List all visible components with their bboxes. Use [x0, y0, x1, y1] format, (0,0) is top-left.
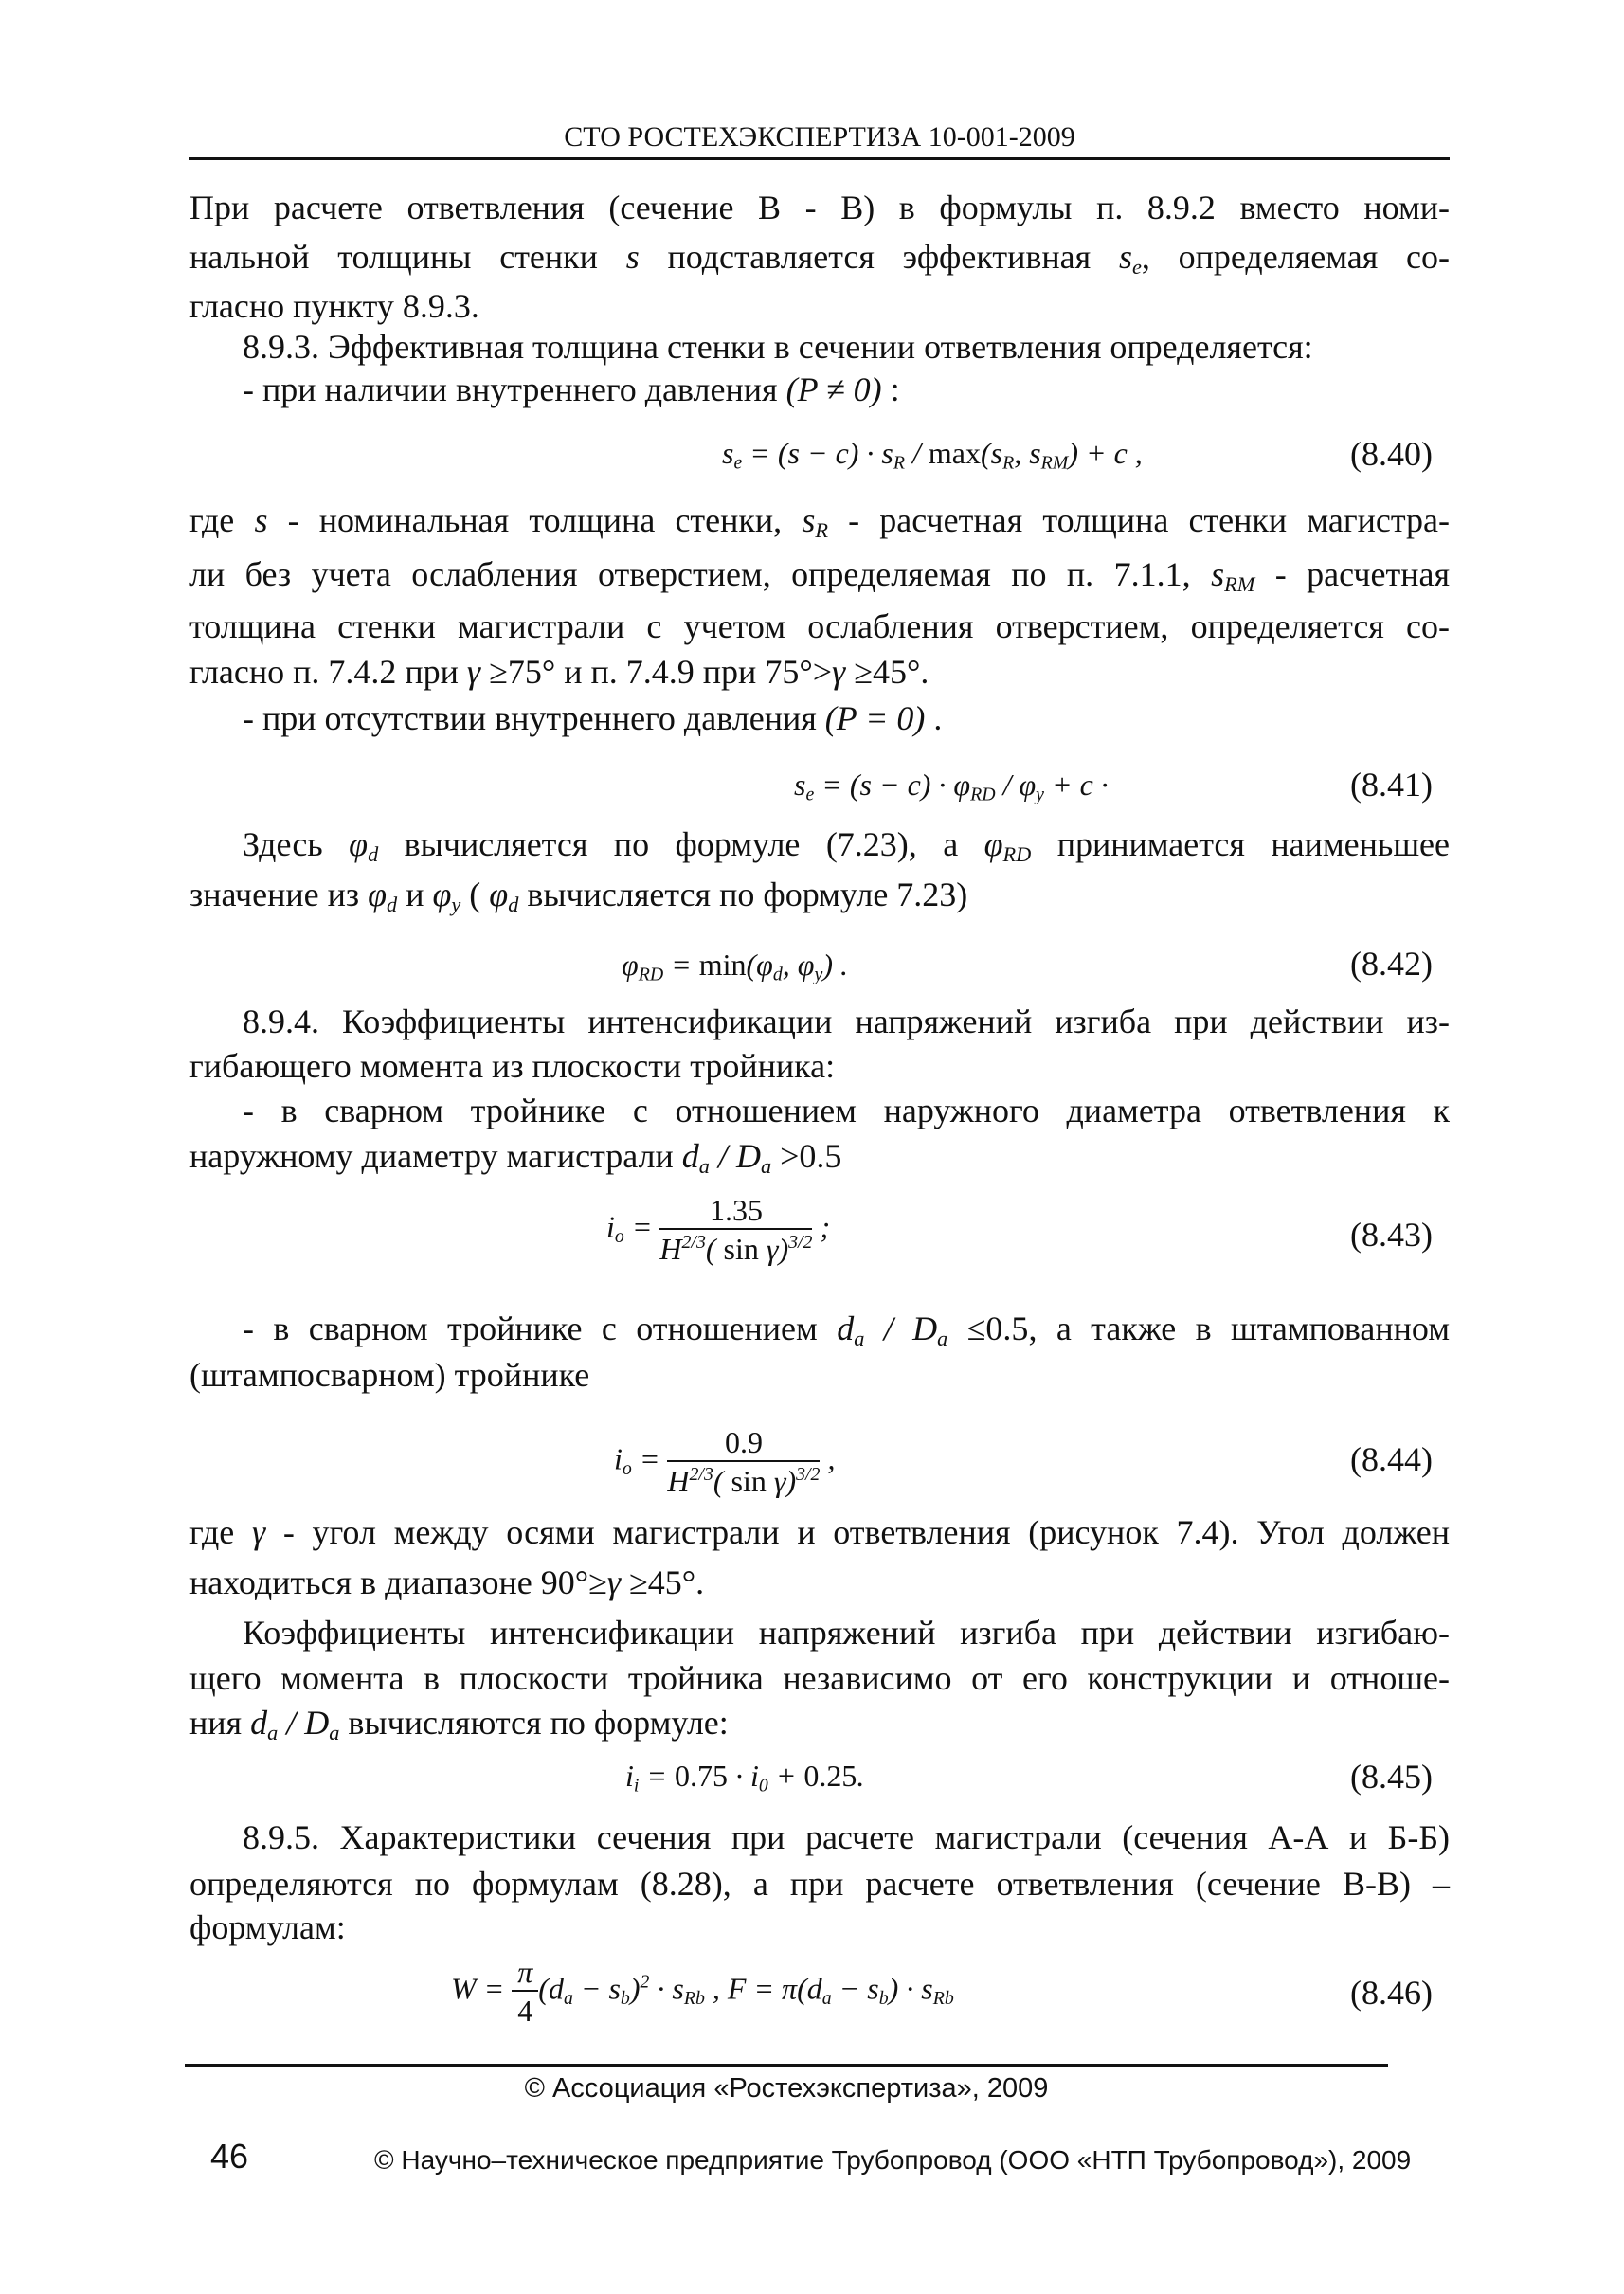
footer-divider — [185, 2064, 1388, 2067]
text: - при отсутствии внутреннего давления — [243, 699, 817, 737]
paragraph-line: где γ - угол между осями магистрали и ответвления (рисунок 7.4). Угол должен — [189, 1513, 1451, 1551]
text: , а также в штампованном — [1028, 1310, 1451, 1347]
text: ≥45°. — [629, 1563, 705, 1601]
formula-8-42: $\varphi_{RD} = \min(\varphi_d$, $\varphi_y$) . — [622, 948, 848, 985]
formula-8-40: $s_e = (s - c) \cdot s_R / \max(s_R$, $s_{RM}) + c$ , — [722, 436, 1143, 474]
section-8-9-4: 8.9.4. Коэффициенты интенсификации напряжений изгиба при действии из- — [243, 1002, 1450, 1040]
paragraph-line: (штампосварном) тройнике — [189, 1356, 590, 1394]
paragraph-line: определяются по формулам (8.28), а при расчете ответвления (сечение В-В) – — [189, 1865, 1450, 1903]
text: где — [189, 1513, 235, 1551]
text: ≥75° и п. 7.4.9 при 75°> — [489, 653, 833, 691]
fraction-denominator: 4 — [517, 1994, 533, 2028]
text: - номинальная толщина стенки, — [267, 501, 783, 539]
paragraph-line: наружному диаметру магистрали $d_a / D_a >0.5$ — [189, 1137, 842, 1179]
formula-number: (8.40) — [1350, 435, 1433, 473]
text: ≥45°. — [854, 653, 929, 691]
paragraph-line: ли без учета ослабления отверстием, определяемая по п. 7.1.1, $s_{RM}$ - расчетная — [189, 555, 1451, 597]
text: вычисляются по формуле: — [339, 1704, 729, 1742]
text: - в сварном тройнике с отношением — [243, 1310, 818, 1347]
formula-number: (8.46) — [1350, 1974, 1433, 2012]
bullet-line: - при наличии внутреннего давления (P ≠ 0) : — [243, 370, 900, 408]
bullet-line: - в сварном тройнике с отношением наружного диаметра ответвления к — [243, 1092, 1450, 1129]
formula-8-46: W = $\frac{\pi}{4}$ $(d_a - s_b)^2 \cdot s_{Rb}$ , $F = \pi(d_a - s_b) \cdot s_{Rb}$ — [451, 1955, 954, 2028]
formula-number: (8.42) — [1350, 945, 1433, 983]
page-header-title: СТО РОСТЕХЭКСПЕРТИЗА 10-001-2009 — [564, 121, 1075, 153]
paragraph-line: находиться в диапазоне 90°≥γ ≥45°. — [189, 1563, 705, 1601]
footer-copyright-company: © Научно–техническое предприятие Трубопровод (ООО «НТП Трубопровод»), 2009 — [374, 2145, 1412, 2175]
text: ли без учета ослабления отверстием, определяемая по п. 7.1.1, — [189, 555, 1191, 593]
text: и — [397, 876, 424, 913]
paragraph-line: значение из $\varphi_d$ и $\varphi_y$ ( $\varphi_d$ вычисляется по формуле 7.23) — [189, 876, 968, 917]
section-8-9-3: 8.9.3. Эффективная толщина стенки в сечении ответвления определяется: — [243, 328, 1313, 366]
paragraph-line: ния $d_a / D_a$ вычисляются по формуле: — [189, 1704, 729, 1745]
fraction-numerator: 0.9 — [667, 1424, 820, 1462]
formula-number: (8.41) — [1350, 766, 1433, 804]
text: гласно п. 7.4.2 при — [189, 653, 459, 691]
text: Здесь — [243, 825, 323, 863]
text: вычисляется по формуле 7.23) — [527, 876, 968, 913]
text: находиться в диапазоне 90°≥ — [189, 1563, 607, 1601]
formula-8-45: $i_i = 0.75 \cdot i_0 + 0.25$. — [625, 1759, 865, 1797]
bullet-line: - при отсутствии внутреннего давления (P = 0) . — [243, 699, 943, 737]
paragraph-line: толщина стенки магистрали с учетом ослабления отверстием, определяется со- — [189, 607, 1450, 645]
paragraph-line: нальной толщины стенки s подставляется эффективная $s_e$, определяемая со- — [189, 238, 1451, 280]
text: нальной толщины стенки — [189, 238, 598, 276]
paragraph-line: формулам: — [189, 1908, 346, 1946]
paragraph-line: где s - номинальная толщина стенки, $s_R$ - расчетная толщина стенки магистра- — [189, 501, 1451, 543]
text: - расчетная — [1254, 555, 1451, 593]
text: , определяемая со- — [1141, 238, 1451, 276]
paragraph-line: Коэффициенты интенсификации напряжений изгиба при действии изгибаю- — [243, 1614, 1450, 1652]
paragraph-line: гибающего момента из плоскости тройника: — [189, 1047, 836, 1085]
page-number: 46 — [210, 2137, 249, 2176]
text: наружному диаметру магистрали — [189, 1137, 674, 1175]
footer-copyright-association: © Ассоциация «Ростехэкспертиза», 2009 — [524, 2073, 1049, 2104]
header-divider — [189, 157, 1450, 160]
paragraph-line: щего момента в плоскости тройника независимо от его конструкции и отноше- — [189, 1659, 1450, 1697]
text: - угол между осями магистрали и ответвления (рисунок 7.4). Угол должен — [265, 1513, 1451, 1551]
formula-8-44: $i_o$ = $\frac{0.9}{H^{2/3}( \sin \gamma)^{3/2}}$ , — [614, 1425, 836, 1498]
text: подставляется эффективная — [667, 238, 1092, 276]
text: где — [189, 501, 235, 539]
formula-number: (8.44) — [1350, 1440, 1433, 1478]
paragraph-line: гласно пункту 8.9.3. — [189, 287, 479, 325]
text: значение из — [189, 876, 360, 913]
bullet-line: - в сварном тройнике с отношением $d_a / D_a \le 0.5$, а также в штампованном — [243, 1310, 1451, 1351]
fraction-numerator: 1.35 — [659, 1192, 812, 1230]
paragraph-line: Здесь $\varphi_d$ вычисляется по формуле (7.23), а $\varphi_{RD}$ принимается наименьшее — [243, 825, 1451, 867]
section-8-9-5: 8.9.5. Характеристики сечения при расчете магистрали (сечения А-А и Б-Б) — [243, 1818, 1450, 1856]
formula-8-43: $i_o$ = $\frac{1.35}{H^{2/3}( \sin \gamma)^{3/2}}$ ; — [606, 1193, 831, 1266]
paragraph-line: гласно п. 7.4.2 при γ ≥75° и п. 7.4.9 при 75°>γ ≥45°. — [189, 653, 929, 691]
paragraph-line: При расчете ответвления (сечение В - В) в формулы п. 8.9.2 вместо номи- — [189, 189, 1450, 226]
formula-8-41: $s_e = (s - c) \cdot \varphi_{RD} / \varphi_y + c$ · — [794, 768, 1109, 805]
text: ния — [189, 1704, 243, 1742]
formula-number: (8.43) — [1350, 1216, 1433, 1254]
fraction-numerator: π — [512, 1954, 538, 1992]
formula-number: (8.45) — [1350, 1758, 1433, 1796]
text: - при наличии внутреннего давления — [243, 370, 778, 408]
text: вычисляется по формуле (7.23), а — [378, 825, 959, 863]
text: принимается наименьшее — [1031, 825, 1451, 863]
text: - расчетная толщина стенки магистра- — [828, 501, 1451, 539]
